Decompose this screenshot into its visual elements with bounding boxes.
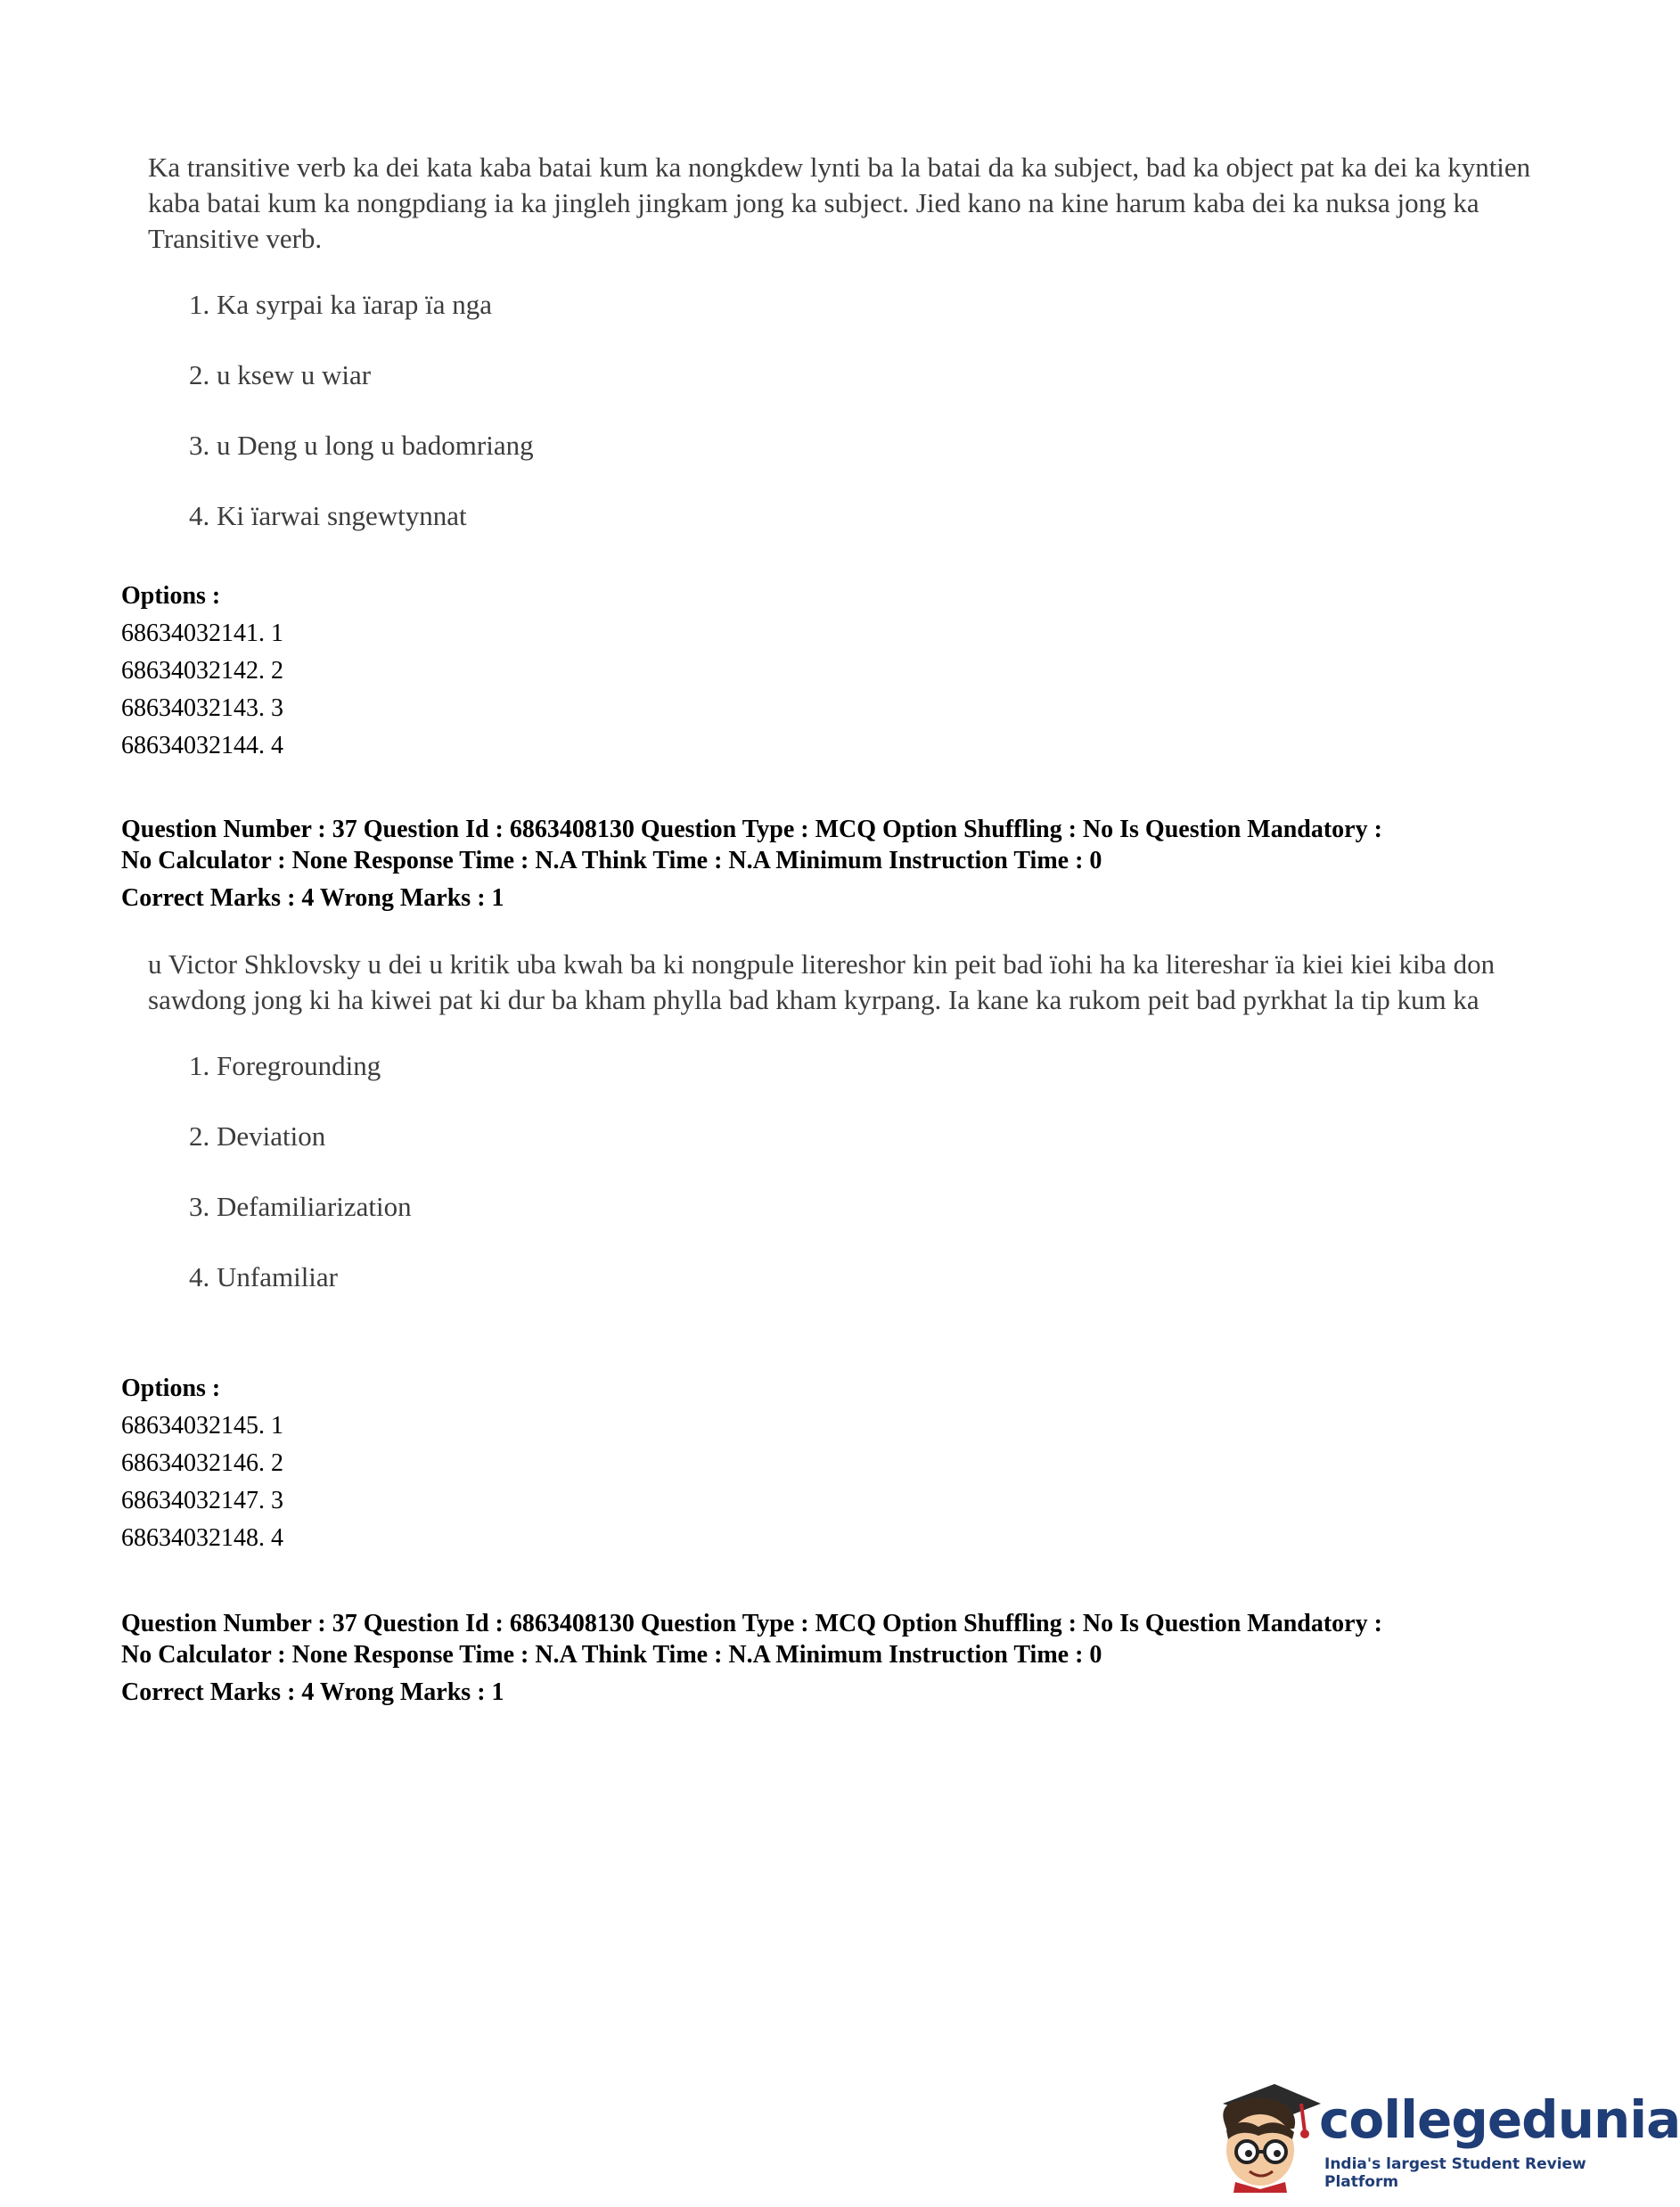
brand-tagline: India's largest Student Review Platform: [1324, 2155, 1586, 2191]
option-item: 68634032148. 4: [121, 1524, 283, 1552]
collegedunia-logo: [1205, 2077, 1680, 2193]
option-item: 68634032143. 3: [121, 694, 283, 722]
meta-line: No Calculator : None Response Time : N.A Think Time : N.A Minimum Instruction Time : 0: [121, 847, 1102, 874]
options-block-2: [121, 1370, 283, 1557]
marks-line: Correct Marks : 4 Wrong Marks : 1: [121, 884, 504, 912]
choice-item: 4. Ki ïarwai sngewtynnat: [189, 500, 467, 531]
mascot-icon: [1205, 2077, 1321, 2193]
question-image-1: [148, 150, 1538, 569]
option-item: 68634032144. 4: [121, 732, 283, 759]
meta-line: Question Number : 37 Question Id : 6863408130 Question Type : MCQ Option Shuffling : No Is Question Mandatory :: [121, 816, 1382, 843]
brand-name: collegedunia: [1319, 2089, 1680, 2150]
option-item: 68634032146. 2: [121, 1449, 283, 1477]
choice-list: [148, 1048, 1538, 1330]
question-image-2: [148, 947, 1538, 1330]
question-meta-2: [121, 1608, 1547, 1708]
meta-line: Question Number : 37 Question Id : 6863408130 Question Type : MCQ Option Shuffling : No Is Question Mandatory :: [121, 1610, 1382, 1637]
choice-item: 1. Ka syrpai ka ïarap ïa nga: [189, 289, 493, 320]
option-item: 68634032147. 3: [121, 1487, 283, 1514]
question-meta-1: [121, 814, 1547, 914]
options-label: Options :: [121, 1374, 221, 1402]
options-label: Options :: [121, 582, 221, 610]
option-item: 68634032142. 2: [121, 657, 283, 685]
choice-item: 1. Foregrounding: [189, 1050, 381, 1081]
choice-item: 4. Unfamiliar: [189, 1261, 339, 1292]
option-item: 68634032141. 1: [121, 619, 283, 647]
choice-item: 2. u ksew u wiar: [189, 359, 372, 390]
choice-item: 2. Deviation: [189, 1120, 326, 1152]
options-block-1: [121, 578, 283, 765]
choice-list: [148, 287, 1538, 569]
question-stem: Ka transitive verb ka dei kata kaba batai kum ka nongkdew lynti ba la batai da ka subject, bad ka object pat ka dei ka kyntien kaba batai kum ka nongpdiang ia ka jingleh jingkam jong ka subject. Jied kano na kine harum kaba dei ka nuksa jong ka Transitive verb.: [148, 152, 1531, 254]
question-stem: u Victor Shklovsky u dei u kritik uba kwah ba ki nongpule litereshor kin peit bad ïohi ha ka litereshar ïa kiei kiei kiba don sawdong jong ki ha kiwei pat ki dur ba kham phylla bad kham kyrpang. Ia kane ka rukom peit bad pyrkhat la tip kum ka: [148, 948, 1496, 1015]
choice-item: 3. Defamiliarization: [189, 1191, 412, 1222]
meta-line: No Calculator : None Response Time : N.A Think Time : N.A Minimum Instruction Time : 0: [121, 1641, 1102, 1669]
choice-item: 3. u Deng u long u badomriang: [189, 430, 534, 461]
option-item: 68634032145. 1: [121, 1412, 283, 1440]
marks-line: Correct Marks : 4 Wrong Marks : 1: [121, 1678, 504, 1706]
